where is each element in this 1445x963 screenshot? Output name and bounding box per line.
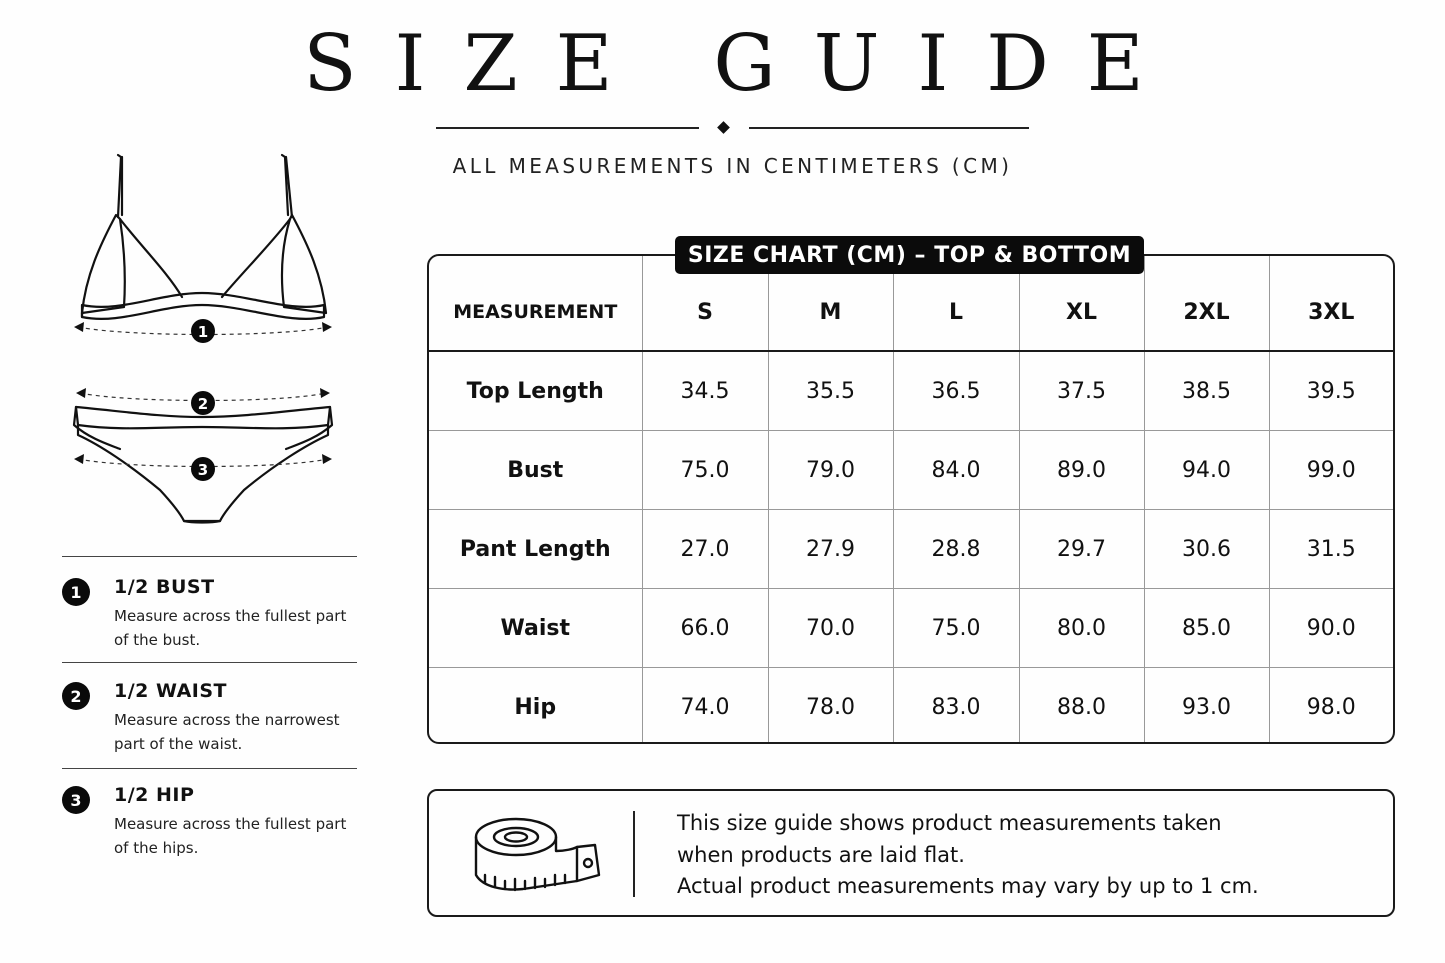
- size-chart-tag: SIZE CHART (CM) – TOP & BOTTOM: [675, 236, 1144, 274]
- table-cell: 83.0: [893, 668, 1019, 745]
- table-cell: 90.0: [1269, 589, 1393, 668]
- title-rule-right: [749, 127, 1029, 129]
- table-cell: 28.8: [893, 510, 1019, 589]
- table-cell: 75.0: [893, 589, 1019, 668]
- column-header-s: S: [642, 256, 768, 351]
- table-cell: 79.0: [768, 431, 893, 510]
- legend-divider: [62, 768, 357, 769]
- table-cell: 31.5: [1269, 510, 1393, 589]
- table-cell: 75.0: [642, 431, 768, 510]
- table-cell: 88.0: [1019, 668, 1144, 745]
- row-label: Pant Length: [429, 510, 642, 589]
- note-text: [677, 808, 1259, 903]
- legend-title: 1/2 BUST: [114, 576, 215, 598]
- legend-item-bust: [62, 576, 362, 656]
- bikini-diagram-icon: [60, 145, 360, 535]
- measurement-note: [427, 789, 1395, 917]
- marker-1: 1: [197, 323, 209, 341]
- table-cell: 27.9: [768, 510, 893, 589]
- page-subtitle: ALL MEASUREMENTS IN CENTIMETERS (CM): [452, 154, 1013, 178]
- table-row: [429, 589, 1393, 668]
- table-cell: 84.0: [893, 431, 1019, 510]
- table-cell: 38.5: [1144, 351, 1269, 431]
- table-cell: 30.6: [1144, 510, 1269, 589]
- measuring-tape-icon: [473, 811, 603, 897]
- table-cell: 98.0: [1306, 694, 1356, 720]
- table-cell: 29.7: [1019, 510, 1144, 589]
- column-header-xl: XL: [1019, 256, 1144, 351]
- title-rule-left: [436, 127, 699, 129]
- table-cell: 27.0: [642, 510, 768, 589]
- table-cell: 80.0: [1019, 589, 1144, 668]
- table-cell: 94.0: [1144, 431, 1269, 510]
- legend-item-waist: [62, 680, 362, 760]
- table-cell: 93.0: [1144, 668, 1269, 745]
- legend-description: Measure across the fullest part of the hips.: [114, 815, 347, 857]
- row-label: Hip: [429, 668, 642, 745]
- legend-description: Measure across the narrowest part of the waist.: [114, 711, 340, 753]
- row-label: Bust: [429, 431, 642, 510]
- table-cell: 74.0: [642, 668, 768, 745]
- table-cell: 85.0: [1144, 589, 1269, 668]
- table-cell: 78.0: [768, 668, 893, 745]
- table-row: [429, 351, 1393, 431]
- column-header-3xl: 3XL: [1269, 256, 1393, 351]
- table-cell: 99.0: [1269, 431, 1393, 510]
- table-cell: 70.0: [768, 589, 893, 668]
- legend-title: 1/2 HIP: [114, 784, 195, 806]
- table-cell: 66.0: [642, 589, 768, 668]
- legend-description: Measure across the fullest part of the bust.: [114, 607, 347, 649]
- table-row: [429, 431, 1393, 510]
- table-cell: 34.5: [642, 351, 768, 431]
- note-line: This size guide shows product measurements taken: [677, 811, 1222, 835]
- diamond-ornament-icon: [717, 121, 730, 134]
- row-label: Waist: [429, 589, 642, 668]
- table-cell: 39.5: [1269, 351, 1393, 431]
- legend-divider: [62, 556, 357, 557]
- legend-title: 1/2 WAIST: [114, 680, 228, 702]
- legend-divider: [62, 662, 357, 663]
- marker-2: 2: [197, 395, 209, 413]
- page-title: SIZE GUIDE: [303, 19, 1182, 109]
- column-header-2xl: 2XL: [1144, 256, 1269, 351]
- table-cell: 89.0: [1019, 431, 1144, 510]
- legend-number: 1: [62, 578, 90, 606]
- table-cell: 35.5: [768, 351, 893, 431]
- note-divider: [633, 811, 635, 897]
- column-header-l: L: [893, 256, 1019, 351]
- table-cell: 37.5: [1019, 351, 1144, 431]
- note-line: when products are laid flat.: [677, 842, 965, 867]
- legend-number: 2: [62, 682, 90, 710]
- table-row: [429, 510, 1393, 589]
- marker-3: 3: [197, 461, 209, 479]
- column-header-m: M: [768, 256, 893, 351]
- legend-item-hip: [62, 784, 362, 864]
- note-line: Actual product measurements may vary by up to 1 cm.: [677, 874, 1259, 898]
- table-cell: 36.5: [893, 351, 1019, 431]
- size-chart-table: [427, 254, 1395, 744]
- legend-number: 3: [62, 786, 90, 814]
- column-header-measurement: MEASUREMENT: [429, 256, 642, 351]
- row-label: Top Length: [429, 351, 642, 431]
- table-row: [429, 668, 1393, 745]
